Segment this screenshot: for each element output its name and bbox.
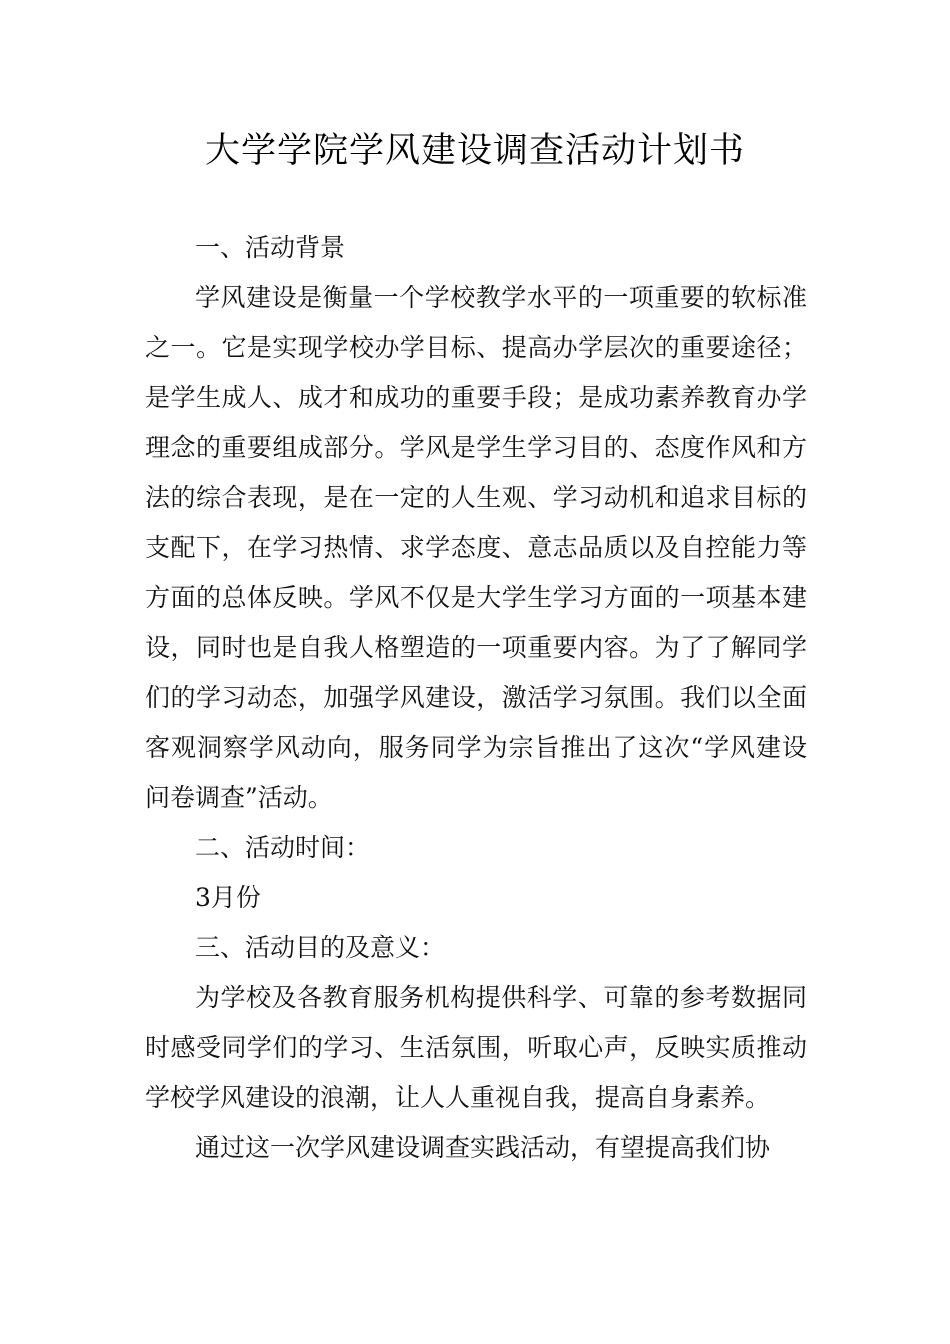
- section-heading-background: 一、活动背景: [195, 233, 346, 262]
- document-body: [145, 223, 807, 1173]
- paragraph-time: 3月份: [195, 883, 261, 912]
- section-heading-time: 二、活动时间：: [195, 833, 371, 862]
- paragraph-background: 学风建设是衡量一个学校教学水平的一项重要的软标准之一。它是实现学校办学目标、提高办学层次的重要途径；是学生成人、成才和成功的重要手段；是成功素养教育办学理念的重要组成部分。学风是学生学习目的、态度作风和方法的综合表现，是在一定的人生观、学习动机和追求目标的支配下，在学习热情、求学态度、意志品质以及自控能力等方面的总体反映。学风不仅是大学生学习方面的一项基本建设，同时也是自我人格塑造的一项重要内容。为了了解同学们的学习动态，加强学风建设，激活学习氛围。我们以全面客观洞察学风动向，服务同学为宗旨推出了这次“学风建设问卷调查”活动。: [145, 283, 807, 812]
- paragraph-purpose-continued: 通过这一次学风建设调查实践活动，有望提高我们协: [195, 1133, 771, 1162]
- section-heading-purpose: 三、活动目的及意义：: [195, 933, 446, 962]
- document-title: 大学学院学风建设调查活动计划书: [204, 131, 745, 171]
- paragraph-purpose: 为学校及各教育服务机构提供科学、可靠的参考数据同时感受同学们的学习、生活氛围，听取心声，反映实质推动学校学风建设的浪潮，让人人重视自我，提高自身素养。: [145, 983, 807, 1112]
